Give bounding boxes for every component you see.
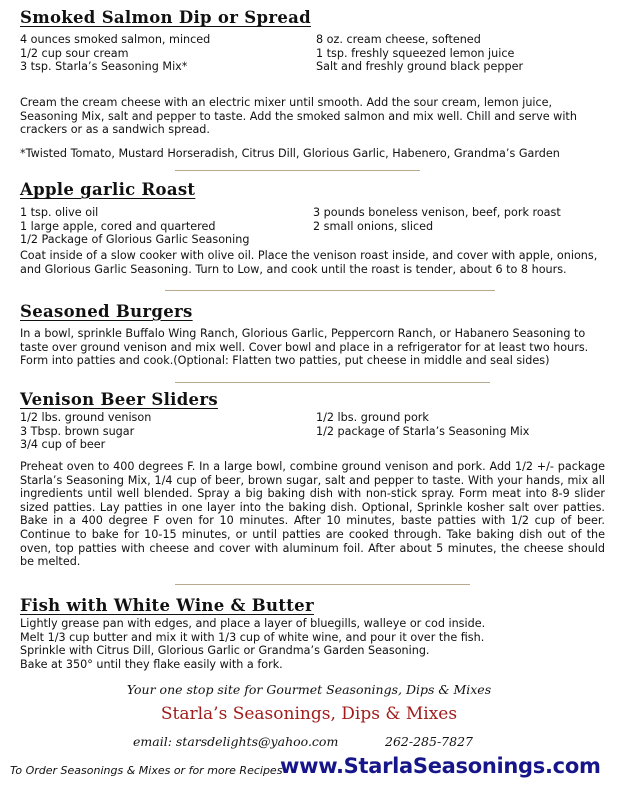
direction-line: Sprinkle with Citrus Dill, Glorious Garlic or Grandma’s Garden Seasoning. (20, 644, 430, 658)
ingredients-right (313, 206, 561, 233)
footer-order-text: To Order Seasonings & Mixes or for more Recipes (10, 764, 283, 777)
divider (175, 382, 490, 383)
ingredients-left (20, 206, 249, 247)
ingredient: 1/2 package of Starla’s Seasoning Mix (316, 424, 530, 438)
ingredient: 1/2 lbs. ground pork (316, 411, 429, 424)
ingredients-right (316, 411, 529, 438)
directions: Coat inside of a slow cooker with olive oil. Place the venison roast inside, and cover with apple, onions, and Glorious Garlic Seasoning. Turn to Low, and cook until the roast is tender, about 6 to 8 hours. (20, 249, 598, 276)
footer-brand: Starla’s Seasonings, Dips & Mixes (160, 704, 458, 724)
ingredient: 1 large apple, cored and quartered (20, 219, 216, 233)
footer-email[interactable]: email: starsdelights@yahoo.com (133, 734, 339, 749)
footer-phone: 262-285-7827 (385, 734, 473, 749)
directions (20, 617, 605, 671)
ingredient: 1/2 lbs. ground venison (20, 411, 152, 424)
ingredient: 3 tsp. Starla’s Seasoning Mix* (20, 60, 188, 74)
ingredient: 1/2 cup sour cream (20, 46, 129, 60)
ingredient: 3 Tbsp. brown sugar (20, 424, 135, 438)
ingredient: 2 small onions, sliced (313, 219, 434, 233)
ingredient: 8 oz. cream cheese, softened (316, 33, 481, 46)
ingredients-left (20, 411, 151, 452)
recipe-title-fish-white-wine-butter: Fish with White Wine & Butter (20, 596, 314, 615)
direction-line: Bake at 350° until they flake easily with a fork. (20, 657, 283, 671)
seasoning-note: *Twisted Tomato, Mustard Horseradish, Citrus Dill, Glorious Garlic, Habenero, Grandma’s Garden (20, 147, 560, 160)
ingredient: 3 pounds boneless venison, beef, pork roast (313, 206, 561, 219)
divider (175, 170, 420, 171)
divider (165, 290, 495, 291)
ingredient: 3/4 cup of beer (20, 438, 106, 452)
ingredients-right (316, 33, 523, 74)
ingredient: 4 ounces smoked salmon, minced (20, 33, 211, 46)
direction-line: Melt 1/3 cup butter and mix it with 1/3 cup of white wine, and pour it over the fish. (20, 630, 485, 644)
ingredient: 1 tsp. olive oil (20, 206, 99, 219)
recipe-title-seasoned-burgers: Seasoned Burgers (20, 302, 193, 321)
ingredient: Salt and freshly ground black pepper (316, 60, 524, 74)
ingredient: 1/2 Package of Glorious Garlic Seasoning (20, 233, 250, 247)
recipe-title-smoked-salmon: Smoked Salmon Dip or Spread (20, 8, 311, 27)
directions: In a bowl, sprinkle Buffalo Wing Ranch, Glorious Garlic, Peppercorn Ranch, or Habanero Seasoning to taste over ground venison and mix well. Cover bowl and place in a refrigerator for at least two hours. Form into patties and cook.(Optional: Flatten two patties, put cheese in middle and seal sides) (20, 327, 589, 368)
footer-website-link[interactable]: www.StarlaSeasonings.com (280, 754, 601, 778)
directions: Preheat oven to 400 degrees F. In a large bowl, combine ground venison and pork. Add 1/2 +/- package Starla’s Seasoning Mix, 1/4 cup of beer, brown sugar, salt and pepper to taste. With your hands, mix all ingredients until well blended. Spray a big baking dish with non-stick spray. Form meat into 8-9 slider sized patties. Lay patties in one layer into the baking dish. Optional, Sprinkle kosher salt over patties. Bake in a 400 degree F oven for 10 minutes. After 10 minutes, baste patties with 1/2 cup of beer. Continue to bake for 10-15 minutes, or until patties are cooked through. Take baking dish out of the oven, top patties with cheese and cover with aluminum foil. After about 5 minutes, the cheese should be melted. (20, 460, 605, 569)
ingredients-left (20, 33, 210, 74)
recipe-title-venison-beer-sliders: Venison Beer Sliders (20, 390, 218, 409)
footer-tagline: Your one stop site for Gourmet Seasonings, Dips & Mixes (126, 682, 492, 697)
directions: Cream the cream cheese with an electric mixer until smooth. Add the sour cream, lemon juice, Seasoning Mix, salt and pepper to taste. Add the smoked salmon and mix well. Chill and serve with crackers or as a sandwich spread. (20, 96, 577, 137)
direction-line: Lightly grease pan with edges, and place a layer of bluegills, walleye or cod inside. (20, 617, 486, 630)
divider (175, 584, 470, 585)
ingredient: 1 tsp. freshly squeezed lemon juice (316, 46, 515, 60)
recipe-title-apple-garlic-roast: Apple garlic Roast (20, 180, 196, 199)
